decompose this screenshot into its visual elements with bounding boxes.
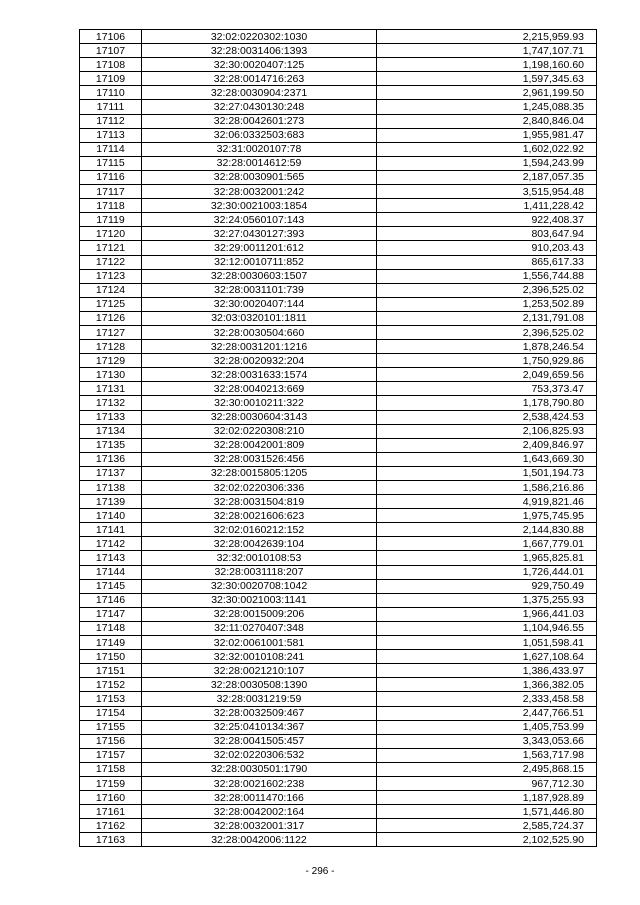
record-number-cell: 17158: [80, 762, 142, 776]
record-number-cell: 17151: [80, 664, 142, 678]
cadastral-number-cell: 32:03:0320101:1811: [142, 311, 377, 325]
record-number-cell: 17109: [80, 72, 142, 86]
table-row: [80, 509, 597, 523]
record-number-cell: 17129: [80, 354, 142, 368]
amount-cell: 1,750,929.86: [377, 354, 597, 368]
amount-cell: 1,586,216.86: [377, 481, 597, 495]
amount-cell: 2,538,424.53: [377, 410, 597, 424]
cadastral-number-cell: 32:30:0021003:1854: [142, 199, 377, 213]
record-number-cell: 17144: [80, 565, 142, 579]
table-row: [80, 410, 597, 424]
record-number-cell: 17156: [80, 734, 142, 748]
cadastral-number-cell: 32:28:0042001:809: [142, 438, 377, 452]
cadastral-number-cell: 32:28:0031201:1216: [142, 340, 377, 354]
cadastral-number-cell: 32:28:0042002:164: [142, 805, 377, 819]
cadastral-number-cell: 32:28:0032001:242: [142, 185, 377, 199]
record-number-cell: 17127: [80, 325, 142, 339]
record-number-cell: 17118: [80, 199, 142, 213]
amount-cell: 1,602,022.92: [377, 142, 597, 156]
table-row: [80, 382, 597, 396]
amount-cell: 1,747,107.71: [377, 44, 597, 58]
cadastral-number-cell: 32:28:0041505:457: [142, 734, 377, 748]
cadastral-number-cell: 32:27:0430127:393: [142, 227, 377, 241]
record-number-cell: 17160: [80, 791, 142, 805]
record-number-cell: 17106: [80, 30, 142, 44]
amount-cell: 1,366,382.05: [377, 678, 597, 692]
cadastral-number-cell: 32:28:0014716:263: [142, 72, 377, 86]
amount-cell: 2,106,825.93: [377, 424, 597, 438]
table-row: [80, 481, 597, 495]
table-row: [80, 664, 597, 678]
table-row: [80, 805, 597, 819]
cadastral-number-cell: 32:12:0010711:852: [142, 255, 377, 269]
cadastral-number-cell: 32:32:0010108:53: [142, 551, 377, 565]
amount-cell: 1,643,669.30: [377, 452, 597, 466]
amount-cell: 2,396,525.02: [377, 325, 597, 339]
amount-cell: 803,647.94: [377, 227, 597, 241]
cadastral-number-cell: 32:02:0220308:210: [142, 424, 377, 438]
amount-cell: 1,965,825.81: [377, 551, 597, 565]
amount-cell: 929,750.49: [377, 579, 597, 593]
amount-cell: 2,396,525.02: [377, 283, 597, 297]
amount-cell: 1,051,598.41: [377, 636, 597, 650]
record-number-cell: 17114: [80, 142, 142, 156]
amount-cell: 2,333,458.58: [377, 692, 597, 706]
record-number-cell: 17117: [80, 185, 142, 199]
record-number-cell: 17116: [80, 170, 142, 184]
table-row: [80, 776, 597, 790]
table-row: [80, 185, 597, 199]
table-row: [80, 297, 597, 311]
table-row: [80, 706, 597, 720]
record-number-cell: 17154: [80, 706, 142, 720]
amount-cell: 1,594,243.99: [377, 156, 597, 170]
amount-cell: 1,375,255.93: [377, 593, 597, 607]
cadastral-number-cell: 32:28:0040213:669: [142, 382, 377, 396]
cadastral-number-cell: 32:28:0031406:1393: [142, 44, 377, 58]
cadastral-number-cell: 32:28:0015805:1205: [142, 466, 377, 480]
cadastral-number-cell: 32:30:0020407:125: [142, 58, 377, 72]
amount-cell: 1,975,745.95: [377, 509, 597, 523]
table-row: [80, 791, 597, 805]
cadastral-number-cell: 32:28:0030501:1790: [142, 762, 377, 776]
table-row: [80, 396, 597, 410]
table-row: [80, 438, 597, 452]
cadastral-number-cell: 32:02:0061001:581: [142, 636, 377, 650]
record-number-cell: 17148: [80, 621, 142, 635]
cadastral-number-cell: 32:28:0031101:739: [142, 283, 377, 297]
table-row: [80, 86, 597, 100]
record-number-cell: 17122: [80, 255, 142, 269]
amount-cell: 1,104,946.55: [377, 621, 597, 635]
amount-cell: 2,961,199.50: [377, 86, 597, 100]
amount-cell: 2,447,766.51: [377, 706, 597, 720]
cadastral-number-cell: 32:06:0332503:683: [142, 128, 377, 142]
table-row: [80, 621, 597, 635]
record-number-cell: 17162: [80, 819, 142, 833]
amount-cell: 910,203.43: [377, 241, 597, 255]
cadastral-number-cell: 32:28:0042006:1122: [142, 833, 377, 847]
record-number-cell: 17147: [80, 607, 142, 621]
cadastral-number-cell: 32:30:0021003:1141: [142, 593, 377, 607]
cadastral-number-cell: 32:30:0010211:322: [142, 396, 377, 410]
record-number-cell: 17132: [80, 396, 142, 410]
table-row: [80, 720, 597, 734]
table-row: [80, 734, 597, 748]
table-row: [80, 269, 597, 283]
amount-cell: 1,501,194.73: [377, 466, 597, 480]
record-number-cell: 17112: [80, 114, 142, 128]
record-number-cell: 17161: [80, 805, 142, 819]
cadastral-number-cell: 32:28:0021606:623: [142, 509, 377, 523]
table-row: [80, 199, 597, 213]
cadastral-number-cell: 32:31:0020107:78: [142, 142, 377, 156]
cadastral-number-cell: 32:32:0010108:241: [142, 650, 377, 664]
table-row: [80, 607, 597, 621]
record-number-cell: 17152: [80, 678, 142, 692]
cadastral-number-cell: 32:02:0220306:532: [142, 748, 377, 762]
cadastral-number-cell: 32:28:0030504:660: [142, 325, 377, 339]
cadastral-number-cell: 32:27:0430130:248: [142, 100, 377, 114]
cadastral-number-cell: 32:28:0020932:204: [142, 354, 377, 368]
cadastral-number-cell: 32:28:0021210:107: [142, 664, 377, 678]
amount-cell: 2,144,830.88: [377, 523, 597, 537]
table-row: [80, 678, 597, 692]
amount-cell: 1,878,246.54: [377, 340, 597, 354]
cadastral-number-cell: 32:28:0042601:273: [142, 114, 377, 128]
record-number-cell: 17142: [80, 537, 142, 551]
table-row: [80, 241, 597, 255]
record-number-cell: 17134: [80, 424, 142, 438]
cadastral-number-cell: 32:28:0031118:207: [142, 565, 377, 579]
amount-cell: 865,617.33: [377, 255, 597, 269]
record-number-cell: 17124: [80, 283, 142, 297]
record-number-cell: 17138: [80, 481, 142, 495]
record-number-cell: 17125: [80, 297, 142, 311]
record-number-cell: 17133: [80, 410, 142, 424]
amount-cell: 1,386,433.97: [377, 664, 597, 678]
table-row: [80, 255, 597, 269]
record-number-cell: 17139: [80, 495, 142, 509]
cadastral-number-cell: 32:02:0220306:336: [142, 481, 377, 495]
table-row: [80, 142, 597, 156]
amount-cell: 2,585,724.37: [377, 819, 597, 833]
table-row: [80, 579, 597, 593]
cadastral-number-cell: 32:24:0560107:143: [142, 213, 377, 227]
amount-cell: 1,405,753.99: [377, 720, 597, 734]
table-row: [80, 551, 597, 565]
table-row: [80, 466, 597, 480]
table-row: [80, 650, 597, 664]
cadastral-number-cell: 32:30:0020407:144: [142, 297, 377, 311]
table-row: [80, 424, 597, 438]
amount-cell: 1,187,928.89: [377, 791, 597, 805]
table-row: [80, 762, 597, 776]
record-number-cell: 17108: [80, 58, 142, 72]
amount-cell: 3,343,053.66: [377, 734, 597, 748]
cadastral-number-cell: 32:28:0032001:317: [142, 819, 377, 833]
table-row: [80, 114, 597, 128]
cadastral-number-cell: 32:28:0030508:1390: [142, 678, 377, 692]
record-number-cell: 17135: [80, 438, 142, 452]
record-number-cell: 17163: [80, 833, 142, 847]
record-number-cell: 17140: [80, 509, 142, 523]
amount-cell: 2,131,791.08: [377, 311, 597, 325]
amount-cell: 2,187,057.35: [377, 170, 597, 184]
table-row: [80, 340, 597, 354]
cadastral-number-cell: 32:02:0220302:1030: [142, 30, 377, 44]
amount-cell: 753,373.47: [377, 382, 597, 396]
cadastral-number-cell: 32:30:0020708:1042: [142, 579, 377, 593]
record-number-cell: 17149: [80, 636, 142, 650]
table-row: [80, 452, 597, 466]
record-number-cell: 17119: [80, 213, 142, 227]
amount-cell: 2,840,846.04: [377, 114, 597, 128]
amount-cell: 1,597,345.63: [377, 72, 597, 86]
record-number-cell: 17157: [80, 748, 142, 762]
amount-cell: 1,198,160.60: [377, 58, 597, 72]
record-number-cell: 17146: [80, 593, 142, 607]
table-row: [80, 156, 597, 170]
table-row: [80, 748, 597, 762]
amount-cell: 2,215,959.93: [377, 30, 597, 44]
amount-cell: 2,495,868.15: [377, 762, 597, 776]
table-row: [80, 692, 597, 706]
cadastral-number-cell: 32:28:0030904:2371: [142, 86, 377, 100]
table-row: [80, 819, 597, 833]
cadastral-number-cell: 32:11:0270407:348: [142, 621, 377, 635]
amount-cell: 1,966,441.03: [377, 607, 597, 621]
amount-cell: 1,627,108.64: [377, 650, 597, 664]
cadastral-number-cell: 32:28:0021602:238: [142, 776, 377, 790]
record-number-cell: 17155: [80, 720, 142, 734]
amount-cell: 1,253,502.89: [377, 297, 597, 311]
amount-cell: 3,515,954.48: [377, 185, 597, 199]
amount-cell: 1,245,088.35: [377, 100, 597, 114]
table-row: [80, 213, 597, 227]
cadastral-number-cell: 32:28:0030604:3143: [142, 410, 377, 424]
table-row: [80, 30, 597, 44]
amount-cell: 2,049,659.56: [377, 368, 597, 382]
record-number-cell: 17130: [80, 368, 142, 382]
cadastral-number-cell: 32:28:0031526:456: [142, 452, 377, 466]
cadastral-number-cell: 32:28:0032509:467: [142, 706, 377, 720]
table-row: [80, 100, 597, 114]
table-row: [80, 354, 597, 368]
amount-cell: 2,409,846.97: [377, 438, 597, 452]
table-row: [80, 72, 597, 86]
cadastral-number-cell: 32:29:0011201:612: [142, 241, 377, 255]
amount-cell: 1,726,444.01: [377, 565, 597, 579]
cadastral-number-cell: 32:28:0030901:565: [142, 170, 377, 184]
table-row: [80, 128, 597, 142]
table-row: [80, 593, 597, 607]
record-number-cell: 17111: [80, 100, 142, 114]
amount-cell: 1,571,446.80: [377, 805, 597, 819]
records-table-body: [80, 30, 597, 847]
table-row: [80, 636, 597, 650]
record-number-cell: 17141: [80, 523, 142, 537]
page-number: - 296 -: [305, 866, 335, 877]
record-number-cell: 17107: [80, 44, 142, 58]
table-row: [80, 283, 597, 297]
table-row: [80, 227, 597, 241]
record-number-cell: 17143: [80, 551, 142, 565]
record-number-cell: 17126: [80, 311, 142, 325]
amount-cell: 1,556,744.88: [377, 269, 597, 283]
amount-cell: 967,712.30: [377, 776, 597, 790]
record-number-cell: 17128: [80, 340, 142, 354]
record-number-cell: 17145: [80, 579, 142, 593]
cadastral-number-cell: 32:28:0030603:1507: [142, 269, 377, 283]
amount-cell: 1,955,981.47: [377, 128, 597, 142]
cadastral-number-cell: 32:28:0031633:1574: [142, 368, 377, 382]
record-number-cell: 17110: [80, 86, 142, 100]
record-number-cell: 17136: [80, 452, 142, 466]
table-row: [80, 523, 597, 537]
cadastral-number-cell: 32:25:0410134:367: [142, 720, 377, 734]
cadastral-number-cell: 32:28:0015009:206: [142, 607, 377, 621]
table-row: [80, 325, 597, 339]
amount-cell: 1,667,779.01: [377, 537, 597, 551]
amount-cell: 2,102,525.90: [377, 833, 597, 847]
amount-cell: 922,408.37: [377, 213, 597, 227]
record-number-cell: 17137: [80, 466, 142, 480]
amount-cell: 4,919,821.46: [377, 495, 597, 509]
cadastral-number-cell: 32:28:0014612:59: [142, 156, 377, 170]
table-row: [80, 44, 597, 58]
amount-cell: 1,178,790.80: [377, 396, 597, 410]
cadastral-number-cell: 32:28:0011470:166: [142, 791, 377, 805]
record-number-cell: 17113: [80, 128, 142, 142]
record-number-cell: 17150: [80, 650, 142, 664]
table-row: [80, 368, 597, 382]
table-row: [80, 833, 597, 847]
record-number-cell: 17121: [80, 241, 142, 255]
records-table: [79, 29, 597, 847]
table-row: [80, 537, 597, 551]
table-row: [80, 311, 597, 325]
table-row: [80, 565, 597, 579]
cadastral-number-cell: 32:28:0042639:104: [142, 537, 377, 551]
amount-cell: 1,411,228.42: [377, 199, 597, 213]
table-row: [80, 495, 597, 509]
cadastral-number-cell: 32:28:0031219:59: [142, 692, 377, 706]
cadastral-number-cell: 32:02:0160212:152: [142, 523, 377, 537]
record-number-cell: 17153: [80, 692, 142, 706]
cadastral-number-cell: 32:28:0031504:819: [142, 495, 377, 509]
amount-cell: 1,563,717.98: [377, 748, 597, 762]
record-number-cell: 17120: [80, 227, 142, 241]
record-number-cell: 17159: [80, 776, 142, 790]
table-row: [80, 58, 597, 72]
record-number-cell: 17131: [80, 382, 142, 396]
record-number-cell: 17123: [80, 269, 142, 283]
record-number-cell: 17115: [80, 156, 142, 170]
table-row: [80, 170, 597, 184]
